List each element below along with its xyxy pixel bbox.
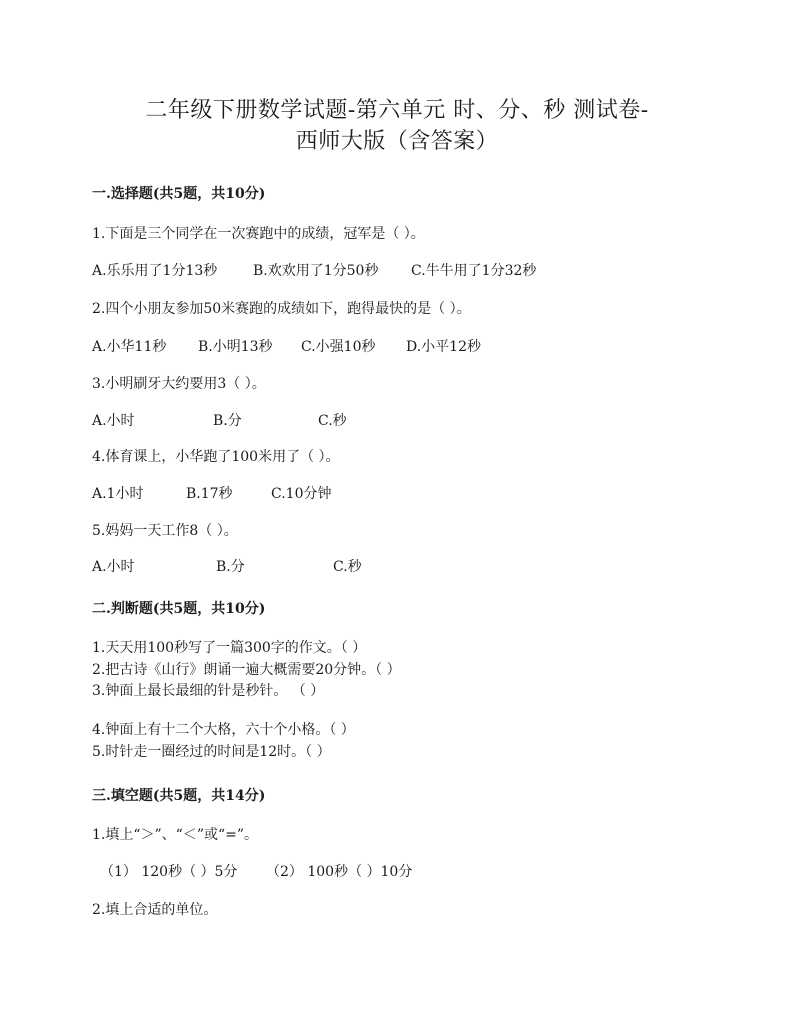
q4-option-c: C.10分钟 xyxy=(271,486,332,502)
question-1: 1.下面是三个同学在一次赛跑中的成绩，冠军是（ ）。 xyxy=(92,226,425,242)
document-title-line-2: 西师大版（含答案） xyxy=(295,129,499,154)
q2-option-d: D.小平12秒 xyxy=(406,339,481,355)
q3-option-c: C.秒 xyxy=(318,413,347,429)
judgement-item-4: 4.钟面上有十二个大格，六十个小格。（ ） xyxy=(92,722,355,738)
q5-option-a: A.小时 xyxy=(92,559,135,575)
judgement-item-3: 3.钟面上最长最细的针是秒针。 （ ） xyxy=(92,683,325,699)
q5-option-b: B.分 xyxy=(216,559,245,575)
section-heading-fill-in: 三.填空题(共5题，共14分) xyxy=(92,788,266,804)
q5-option-c: C.秒 xyxy=(333,559,362,575)
question-4: 4.体育课上，小华跑了100米用了（ ）。 xyxy=(92,449,340,465)
q2-option-b: B.小明13秒 xyxy=(198,339,273,355)
judgement-item-1: 1.天天用100秒写了一篇300字的作文。（ ） xyxy=(92,640,367,656)
q4-option-b: B.17秒 xyxy=(186,486,233,502)
fill-q1-part-2: （2） 100秒（ ）10分 xyxy=(266,864,413,880)
judgement-item-2: 2.把古诗《山行》朗诵一遍大概需要20分钟。（ ） xyxy=(92,662,401,678)
question-5: 5.妈妈一天工作8（ ）。 xyxy=(92,523,238,539)
section-heading-judgement: 二.判断题(共5题，共10分) xyxy=(92,601,266,617)
q2-option-a: A.小华11秒 xyxy=(92,339,167,355)
q1-option-a: A.乐乐用了1分13秒 xyxy=(92,263,218,279)
question-3: 3.小明刷牙大约要用3（ ）。 xyxy=(92,376,266,392)
section-heading-choice: 一.选择题(共5题，共10分) xyxy=(92,186,266,202)
fill-question-1: 1.填上“＞”、“＜”或“=”。 xyxy=(92,827,259,843)
judgement-item-5: 5.时针走一圈经过的时间是12时。（ ） xyxy=(92,744,331,760)
q1-option-b: B.欢欢用了1分50秒 xyxy=(253,263,379,279)
question-2: 2.四个小朋友参加50米赛跑的成绩如下，跑得最快的是（ ）。 xyxy=(92,301,471,317)
q3-option-a: A.小时 xyxy=(92,413,135,429)
fill-q1-part-1: （1） 120秒（ ）5分 xyxy=(100,864,238,880)
q1-option-c: C.牛牛用了1分32秒 xyxy=(411,263,537,279)
q4-option-a: A.1小时 xyxy=(92,486,144,502)
q2-option-c: C.小强10秒 xyxy=(301,339,376,355)
document-title-line-1: 二年级下册数学试题-第六单元 时、分、秒 测试卷- xyxy=(145,98,649,123)
q3-option-b: B.分 xyxy=(213,413,242,429)
fill-question-2: 2.填上合适的单位。 xyxy=(92,902,218,918)
